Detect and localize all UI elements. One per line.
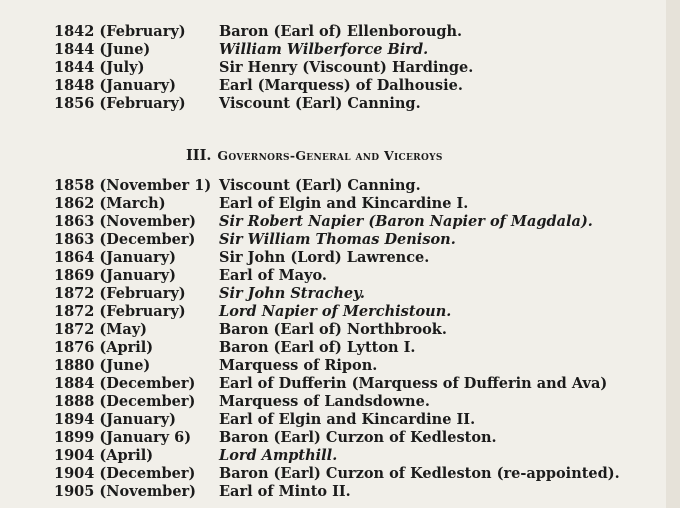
list-item [0,303,680,321]
appointment-date: 1863 (November) [54,213,197,230]
governor-name: Baron (Earl) Curzon of Kedleston. [219,429,497,446]
governor-name: Earl of Minto II. [219,483,351,500]
governor-name: Lord Ampthill. [219,447,338,464]
appointment-date: 1872 (May) [54,321,147,338]
appointment-date: 1899 (January 6) [54,429,192,446]
appointment-date: 1904 (December) [54,465,196,482]
governor-name: Baron (Earl of) Ellenborough. [219,23,463,40]
list-item [0,285,680,303]
governor-name: Viscount (Earl) Canning. [219,95,421,112]
section-heading [186,147,443,165]
governor-name: Earl of Elgin and Kincardine II. [219,411,476,428]
governor-name: Sir John Strachey. [219,285,365,302]
list-item [0,41,680,59]
governor-name: Baron (Earl of) Lytton I. [219,339,416,356]
list-item [0,393,680,411]
appointment-date: 1869 (January) [54,267,176,284]
list-item [0,267,680,285]
list-item [0,339,680,357]
list-item [0,357,680,375]
list-item [0,23,680,41]
appointment-date: 1880 (June) [54,357,151,374]
list-item [0,195,680,213]
governor-name: Marquess of Ripon. [219,357,378,374]
list-item [0,249,680,267]
appointment-date: 1844 (June) [54,41,151,58]
governor-name: Sir Henry (Viscount) Hardinge. [219,59,474,76]
appointment-date: 1894 (January) [54,411,176,428]
governor-name: Earl of Dufferin (Marquess of Dufferin and Ava) [219,375,608,392]
section-title: Governors-General and Viceroys [217,148,443,163]
list-item [0,59,680,77]
section-number: III. [186,147,212,164]
governor-name: William Wilberforce Bird. [219,41,429,58]
appointment-date: 1844 (July) [54,59,145,76]
list-item [0,375,680,393]
governor-name: Earl of Mayo. [219,267,327,284]
list-item [0,483,680,501]
list-item [0,429,680,447]
list-item [0,77,680,95]
governor-name: Baron (Earl of) Northbrook. [219,321,447,338]
appointment-date: 1872 (February) [54,303,186,320]
governor-name: Viscount (Earl) Canning. [219,177,421,194]
appointment-date: 1872 (February) [54,285,186,302]
appointment-date: 1856 (February) [54,95,186,112]
appointment-date: 1864 (January) [54,249,176,266]
appointment-date: 1862 (March) [54,195,166,212]
appointment-date: 1888 (December) [54,393,196,410]
governor-name: Marquess of Landsdowne. [219,393,430,410]
governor-name: Lord Napier of Merchistoun. [219,303,452,320]
list-item [0,95,680,113]
appointment-date: 1863 (December) [54,231,196,248]
list-item [0,411,680,429]
governor-name: Sir Robert Napier (Baron Napier of Magdala). [219,213,593,230]
appointment-date: 1848 (January) [54,77,176,94]
appointment-date: 1858 (November 1) [54,177,212,194]
appointment-date: 1904 (April) [54,447,154,464]
appointment-date: 1884 (December) [54,375,196,392]
appointment-date: 1876 (April) [54,339,154,356]
governor-name: Sir William Thomas Denison. [219,231,456,248]
list-item [0,177,680,195]
list-item [0,213,680,231]
governor-name: Baron (Earl) Curzon of Kedleston (re-appointed). [219,465,620,482]
governor-name: Earl (Marquess) of Dalhousie. [219,77,463,94]
appointment-date: 1905 (November) [54,483,197,500]
list-item [0,231,680,249]
governor-name: Earl of Elgin and Kincardine I. [219,195,469,212]
list-item [0,447,680,465]
list-item [0,321,680,339]
governor-name: Sir John (Lord) Lawrence. [219,249,430,266]
appointment-date: 1842 (February) [54,23,186,40]
list-item [0,465,680,483]
